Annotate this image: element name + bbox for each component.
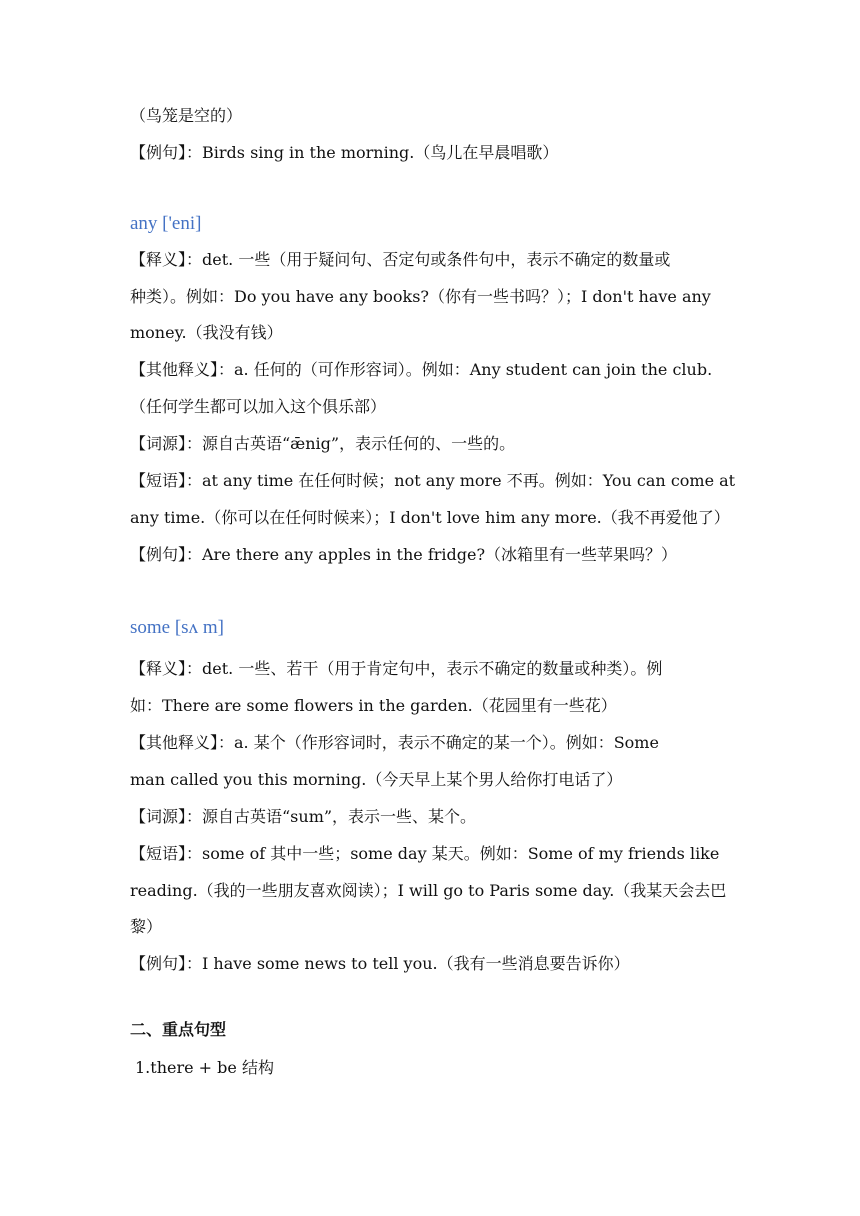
other-definition-line: （任何学生都可以加入这个俱乐部） — [130, 397, 387, 416]
headword-some: some [sʌ m] — [130, 617, 224, 638]
definition-line: money.（我没有钱） — [130, 323, 283, 342]
phrase-line: 【短语】：at any time 在任何时候；not any more 不再。例如：You can come at — [130, 471, 736, 490]
phrase-line: any time.（你可以在任何时候来）；I don't love him any more.（我不再爱他了） — [130, 508, 730, 527]
other-definition-line: 【其他释义】：a. 任何的（可作形容词）。例如：Any student can join the club. — [130, 360, 713, 379]
etymology-line: 【词源】：源自古英语“ǣnig”，表示任何的、一些的。 — [130, 434, 516, 453]
example-line: 【例句】：Birds sing in the morning.（鸟儿在早晨唱歌） — [130, 143, 559, 162]
other-definition-line: man called you this morning.（今天早上某个男人给你打电话了） — [130, 770, 623, 789]
example-line: 【例句】：I have some news to tell you.（我有一些消息要告诉你） — [130, 954, 630, 973]
sub-item: 1.there + be 结构 — [135, 1058, 274, 1077]
phrase-line: 【短语】：some of 其中一些；some day 某天。例如：Some of my friends like — [130, 844, 720, 863]
example-line: 【例句】：Are there any apples in the fridge?（冰箱里有一些苹果吗？） — [130, 545, 678, 564]
definition-line: 如：There are some flowers in the garden.（花园里有一些花） — [130, 696, 617, 715]
section-title: 二、重点句型 — [130, 1020, 227, 1039]
phrase-line: reading.（我的一些朋友喜欢阅读）；I will go to Paris some day.（我某天会去巴 — [130, 881, 727, 900]
definition-line: 种类）。例如：Do you have any books?（你有一些书吗？）；I don't have any — [130, 287, 711, 306]
headword-any: any ['eni] — [130, 213, 202, 234]
definition-line: 【释义】：det. 一些、若干（用于肯定句中，表示不确定的数量或种类）。例 — [130, 659, 663, 678]
etymology-line: 【词源】：源自古英语“sum”，表示一些、某个。 — [130, 807, 477, 826]
definition-line: 【释义】：det. 一些（用于疑问句、否定句或条件句中，表示不确定的数量或 — [130, 250, 671, 269]
other-definition-line: 【其他释义】：a. 某个（作形容词时，表示不确定的某一个）。例如：Some — [130, 733, 659, 752]
phrase-line: 黎） — [130, 917, 163, 936]
text-line: （鸟笼是空的） — [130, 106, 243, 125]
